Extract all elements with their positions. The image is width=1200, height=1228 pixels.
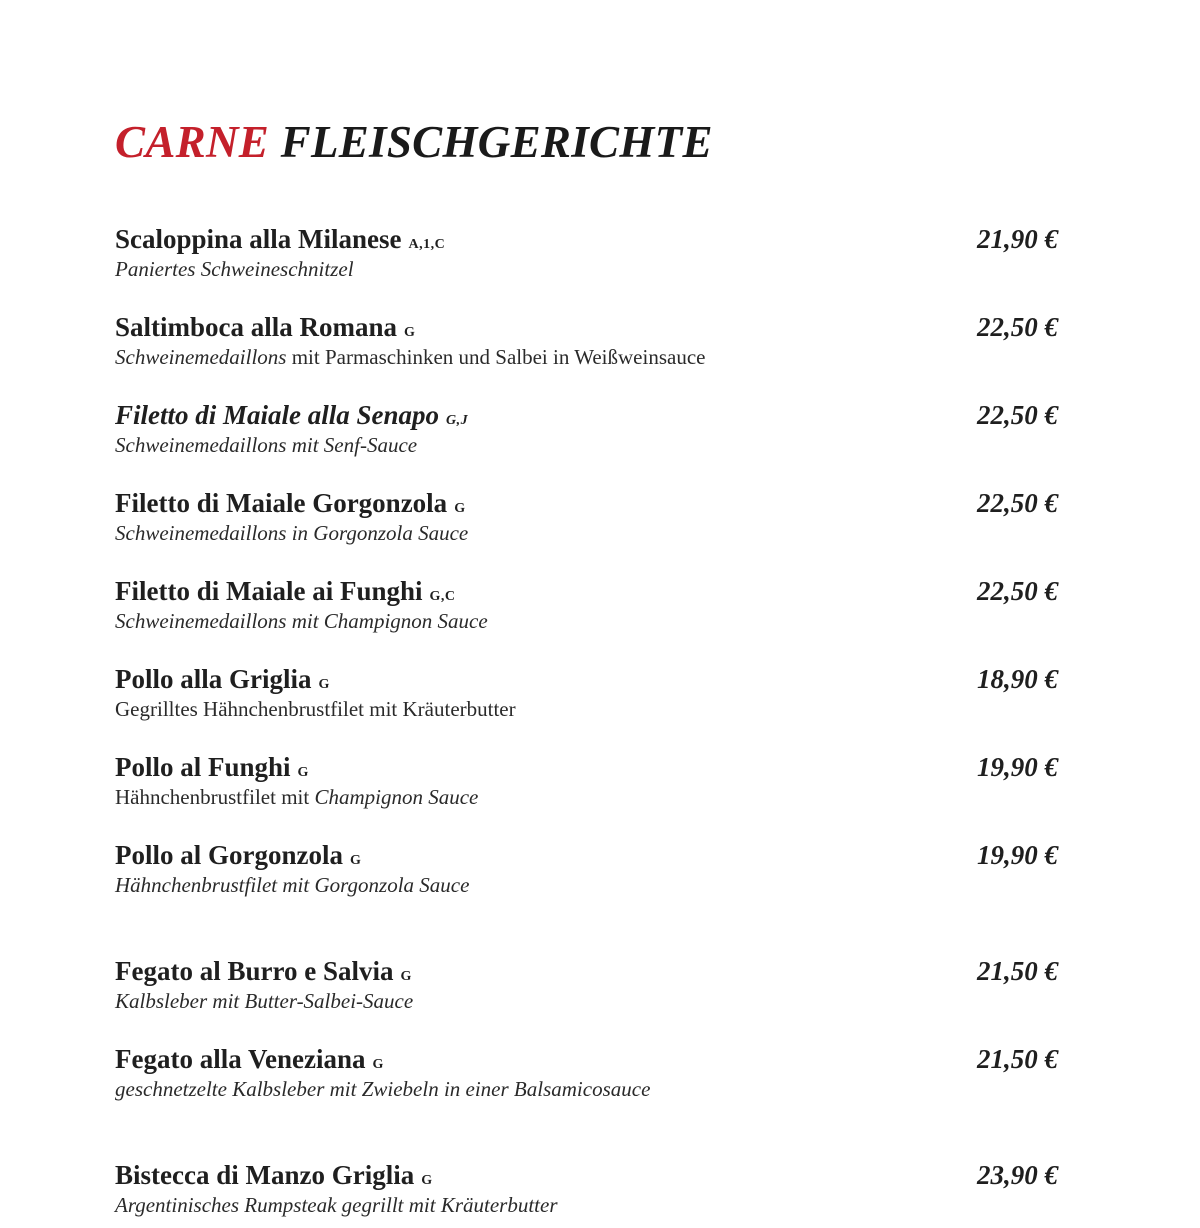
dish-description: Hähnchenbrustfilet mit Champignon Sauce [115,785,479,809]
dish-name: Filetto di Maiale ai Funghi G,C [115,576,456,606]
menu-item [115,222,1060,292]
menu-item [115,662,1060,732]
menu-item [115,398,1060,468]
dish-name: Pollo alla Griglia G [115,664,330,694]
menu-item [115,750,1060,820]
dish-description: Hähnchenbrustfilet mit Gorgonzola Sauce [115,873,470,897]
allergen-codes: G,C [429,589,456,604]
dish-description: Kalbsleber mit Butter-Salbei-Sauce [115,989,414,1013]
dish-price: 22,50 € [977,488,1058,518]
menu-item [115,954,1060,1024]
allergen-codes: G [404,325,416,340]
dish-description: Argentinisches Rumpsteak gegrillt mit Kräuterbutter [115,1193,558,1217]
dish-name: Pollo al Funghi G [115,752,309,782]
allergen-codes: G [454,501,466,516]
dish-name: Filetto di Maiale alla Senapo G,J [115,400,469,430]
dish-price: 22,50 € [977,576,1058,606]
dish-name: Scaloppina alla Milanese A,1,C [115,224,446,254]
menu-item [115,1042,1060,1112]
allergen-codes: G [372,1057,384,1072]
dish-description: Paniertes Schweineschnitzel [115,257,354,281]
dish-price: 21,50 € [977,1044,1058,1074]
dish-name: Filetto di Maiale Gorgonzola G [115,488,466,518]
allergen-codes: A,1,C [408,237,446,252]
dish-description: Schweinemedaillons mit Senf-Sauce [115,433,418,457]
dish-description: Schweinemedaillons mit Champignon Sauce [115,609,488,633]
dish-price: 18,90 € [977,664,1058,694]
allergen-codes: G [349,853,362,868]
section-heading [115,112,713,172]
dish-description: Schweinemedaillons in Gorgonzola Sauce [115,521,469,545]
dish-name: Fegato al Burro e Salvia G [115,956,412,986]
dish-price: 22,50 € [977,312,1058,342]
dish-price: 21,90 € [977,224,1058,254]
dish-name: Fegato alla Veneziana G [115,1044,384,1074]
dish-name: Saltimboca alla Romana G [115,312,416,342]
menu-item [115,574,1060,644]
dish-price: 19,90 € [977,752,1058,782]
allergen-codes: G [400,969,412,984]
allergen-codes: G [318,677,330,692]
heading-italian: CARNE [115,117,270,167]
dish-description: Gegrilltes Hähnchenbrustfilet mit Kräuterbutter [115,697,516,721]
dish-price: 23,90 € [977,1160,1058,1190]
dish-price: 21,50 € [977,956,1058,986]
menu-item [115,310,1060,380]
heading-german: FLEISCHGERICHTE [280,117,713,167]
menu-item [115,838,1060,908]
dish-name: Bistecca di Manzo Griglia G [115,1160,433,1190]
dish-price: 19,90 € [977,840,1058,870]
menu-item [115,1158,1060,1228]
dish-description: Schweinemedaillons mit Parmaschinken und Salbei in Weißweinsauce [115,345,706,369]
dish-description: geschnetzelte Kalbsleber mit Zwiebeln in einer Balsamicosauce [115,1077,651,1101]
allergen-codes: G [421,1173,433,1188]
dish-price: 22,50 € [977,400,1058,430]
menu-item [115,486,1060,556]
dish-name: Pollo al Gorgonzola G [115,840,362,870]
allergen-codes: G,J [446,413,469,428]
allergen-codes: G [297,765,309,780]
